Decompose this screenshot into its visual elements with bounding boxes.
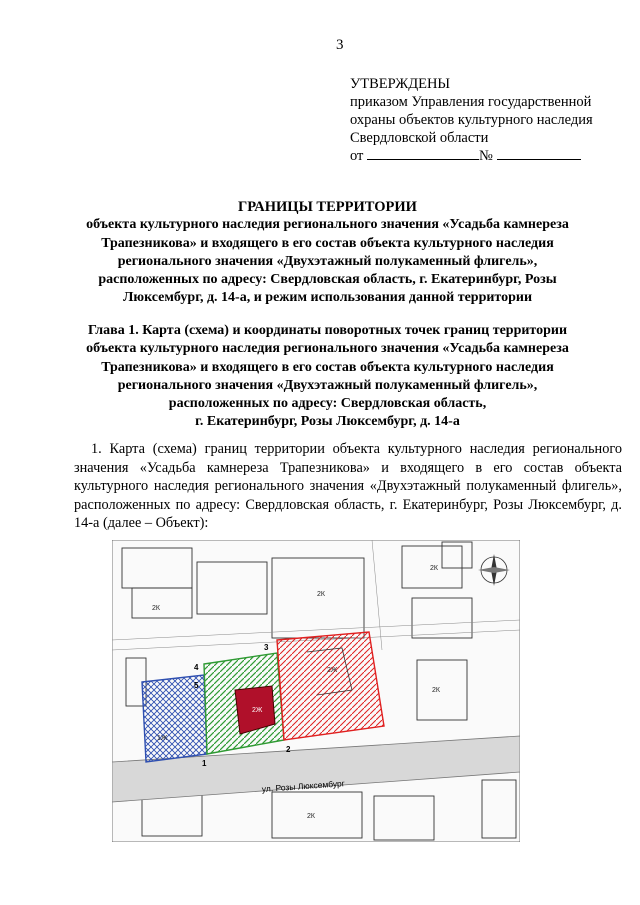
point-label: 3 — [264, 643, 269, 652]
paragraph-1 — [74, 440, 622, 533]
approval-line: приказом Управления государственной — [350, 94, 592, 110]
chapter-line: регионального значения «Двухэтажный полукаменный флигель», — [117, 377, 538, 393]
approval-date-number-line — [350, 147, 630, 165]
title-line: Трапезникова» и входящего в его состав объекта культурного наследия — [101, 235, 554, 251]
title-heading: ГРАНИЦЫ ТЕРРИТОРИИ — [238, 199, 417, 215]
point-label: 4 — [194, 663, 199, 672]
building-label: 1Ж — [157, 735, 168, 742]
street-label: ул. Розы Люксембург — [261, 778, 346, 794]
chapter-line: объекта культурного наследия регионального значения «Усадьба камнереза — [86, 341, 569, 357]
approval-block — [350, 75, 630, 165]
chapter-line: Глава 1. Карта (схема) и координаты поворотных точек границ территории — [87, 323, 568, 338]
paragraph-text: 1. Карта (схема) границ территории объекта культурного наследия регионального значения «Усадьба камнереза Трапезникова» и входящего в его состав объекта культурного наследия регионального значения «Двухэтажный полукаменный флигель», расположенных по адресу: Свердловская область, г. Екатеринбург, Розы Люксембург, д. 14-а (далее – Объект): — [74, 441, 622, 531]
title-line: расположенных по адресу: Свердловская область, г. Екатеринбург, Розы — [98, 272, 557, 288]
boundary-map — [112, 540, 520, 842]
approval-heading: УТВЕРЖДЕНЫ — [350, 76, 451, 92]
approval-line: Свердловской области — [350, 130, 489, 146]
number-blank — [497, 147, 581, 160]
title-line: Люксембург, д. 14-а, и режим использования данной территории — [122, 290, 533, 306]
chapter-heading — [60, 322, 595, 432]
building-label: 2К — [432, 687, 440, 694]
zone-red — [277, 632, 384, 740]
building-label: 2Ж — [252, 707, 263, 714]
approval-line: охраны объектов культурного наследия — [350, 112, 593, 128]
title-line: регионального значения «Двухэтажный полукаменный флигель», — [117, 253, 538, 269]
point-label: 5 — [194, 681, 199, 690]
from-label: от — [350, 148, 364, 164]
building-label: 2К — [430, 565, 438, 572]
building-label: 2К — [307, 813, 315, 820]
point-label: 2 — [286, 745, 291, 754]
chapter-line: расположенных по адресу: Свердловская область, — [168, 396, 487, 412]
document-title — [60, 198, 595, 308]
page-number: 3 — [336, 37, 344, 53]
chapter-line: Трапезникова» и входящего в его состав объекта культурного наследия — [101, 359, 554, 375]
point-label: 1 — [202, 759, 207, 768]
chapter-line: г. Екатеринбург, Розы Люксембург, д. 14-а — [195, 414, 460, 430]
date-blank — [367, 147, 479, 160]
map-scheme — [112, 540, 520, 842]
title-line: объекта культурного наследия регионального значения «Усадьба камнереза — [86, 217, 569, 233]
number-label: № — [479, 148, 493, 164]
building-label: 2К — [317, 591, 325, 598]
building-label: 2К — [152, 605, 160, 612]
building-label: 2Ж — [327, 667, 338, 674]
